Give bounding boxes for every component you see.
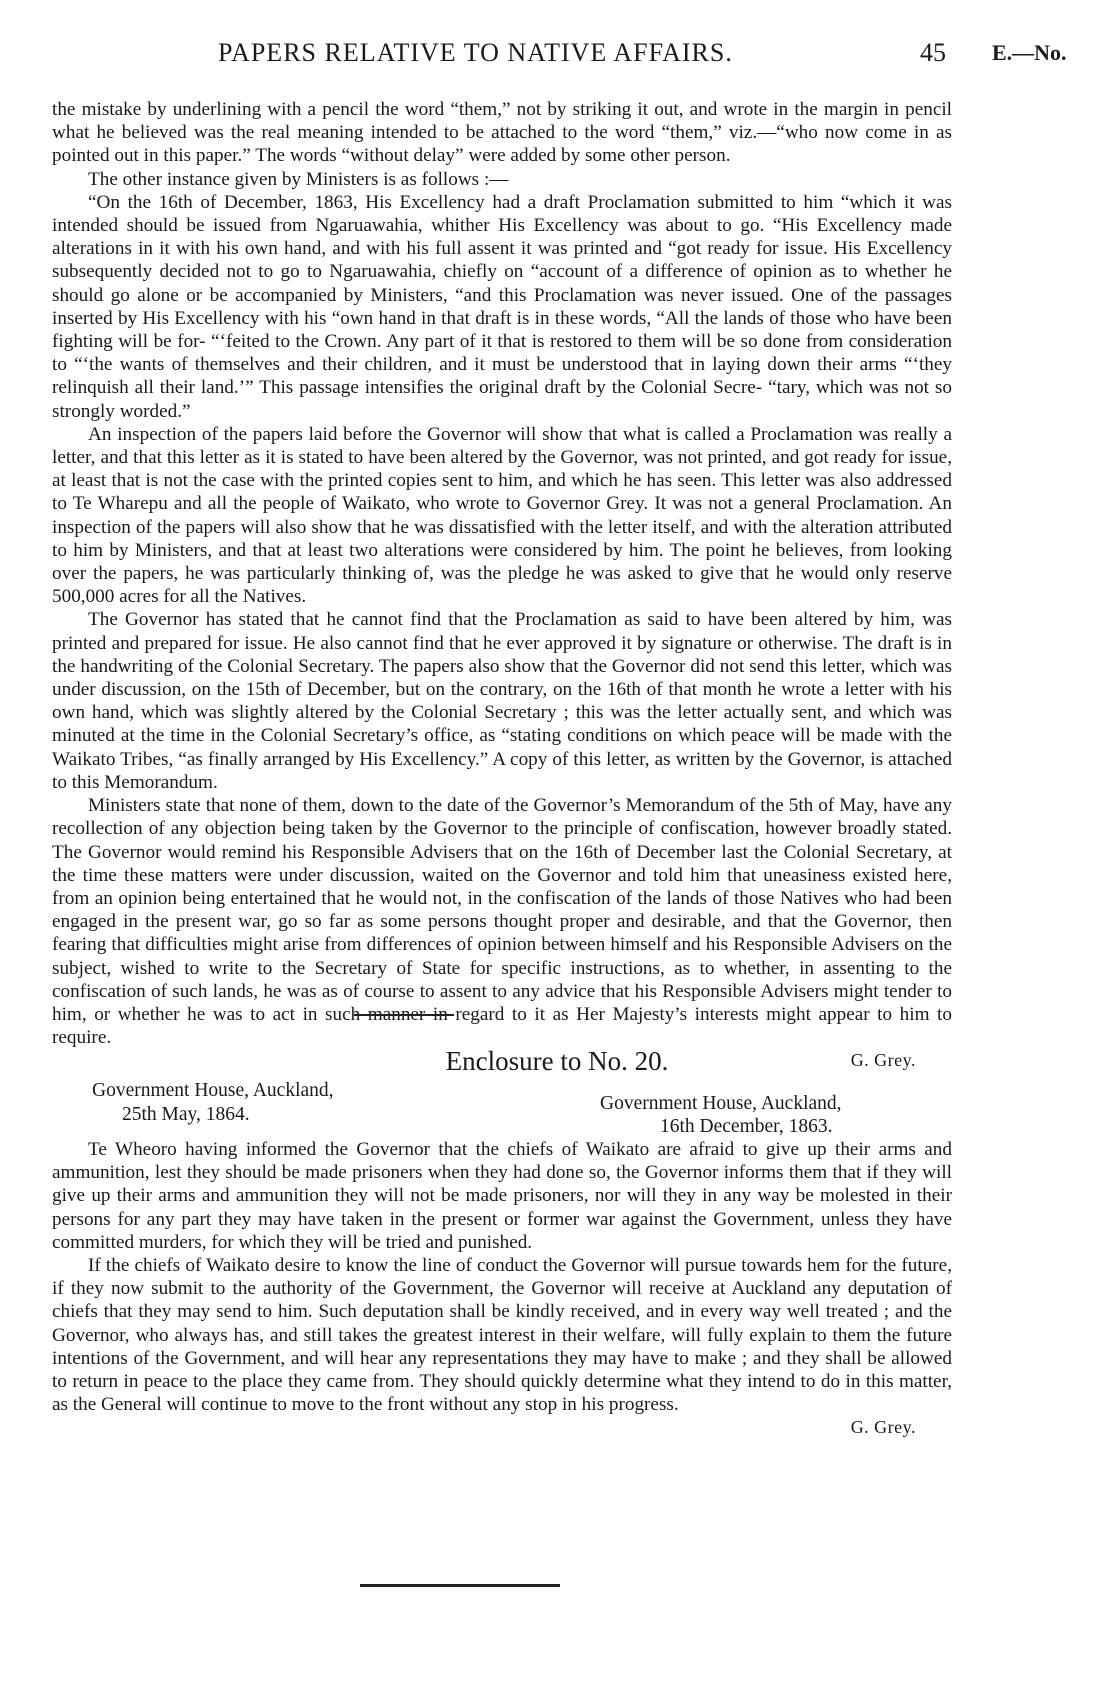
memorandum-body	[52, 98, 952, 1127]
paragraph: the mistake by underlining with a pencil the word “them,” not by striking it out, and wrote in the margin in pencil what he believed was the real meaning intended to be attached to the word “them,” viz.—“who now come in as pointed out in this paper.” The words “without delay” were added by some other person.	[52, 99, 952, 167]
memo-place: Government House, Auckland,	[92, 1079, 334, 1101]
memo-date: 25th May, 1864.	[122, 1103, 250, 1125]
enclosure-date: 16th December, 1863.	[660, 1116, 833, 1137]
paragraph: An inspection of the papers laid before the Governor will show that what is called a Proclamation was really a letter, and that this letter as it is stated to have been altered by the Governor, was not printed, and got ready for issue, at least that is not the case with the printed copies sent to him, and which he has seen. This letter was also addressed to Te Wharepu and all the people of Waikato, who wrote to Governor Grey. It was not a general Proclamation. An inspection of the papers will also show that he was dissatisfied with the letter itself, and with the alteration attributed to him by Ministers, and that at least two alterations were considered by him. The point he believes, from looking over the papers, he was particularly thinking of, was the pledge he was asked to give that he would only reserve 500,000 acres for all the Natives.	[52, 423, 952, 608]
signature: G. Grey.	[850, 1050, 916, 1071]
enclosure-place: Government House, Auckland,	[600, 1093, 842, 1114]
enclosure-paragraph: If the chiefs of Waikato desire to know the line of conduct the Governor will pursue towards hem for the future, if they now submit to the authority of the Government, the Governor will receive at Auckland any deputation of chiefs that they may send to him. Such deputation shall be kindly received, and in every way well treated ; and the Governor, who always has, and still takes the greatest interest in their welfare, will fully explain to them the future intentions of the Government, and will hear any representations they may have to make ; and they shall be allowed to return in peace to the place they came from. They should quickly determine what they intend to do in this matter, as the General will continue to move to the front without any stop in his progress.	[52, 1255, 952, 1416]
enclosure-signature: G. Grey.	[850, 1417, 916, 1438]
enclosure-place-date	[600, 1092, 900, 1138]
paragraph: Ministers state that none of them, down to the date of the Governor’s Memorandum of the 5th of May, have any recollection of any objection being taken by the Governor to the principle of confiscation, however broadly stated. The Governor would remind his Responsible Advisers that on the 16th of December last the Colonial Secretary, at the time these matters were under discussion, waited on the Governor and told him that uneasiness existed here, from an opinion being entertained that he would not, in the confiscation of the lands of those Natives who had been engaged in the present war, go so far as some persons thought proper and desirable, and that the Governor, then fearing that difficulties might arise from differences of opinion between himself and his Responsible Advisers on the subject, wished to write to the Secretary of State for specific instructions, as to whether, in assenting to the confiscation of such lands, he was as of course to assent to any advice that his Responsible Advisers might tender to him, or whether he was to act in such manner in regard to it as Her Majesty’s interests might appear to him to require.	[52, 795, 952, 1049]
quoted-passage: “On the 16th of December, 1863, His Excellency had a draft Proclamation submitted to him “which it was intended should be issued from Ngaruawahia, whither His Excellency was about to go. “His Excellency made alterations in it with his own hand, and with his full assent it was printed and “got ready for issue. His Excellency subsequently decided not to go to Ngaruawahia, chiefly on “account of a difference of opinion as to whether he should go alone or be accompanied by Ministers, “and this Proclamation was never issued. One of the passages inserted by His Excellency with his “own hand in that draft is in these words, “All the lands of those who have been fighting will be for- “‘feited to the Crown. Any part of it that is restored to them will be so done from consideration to “‘the wants of themselves and their children, and it must be understood that in laying down their arms “‘they relinquish all their land.’” This passage intensifies the original draft by the Colonial Secre- “tary, which was not so strongly worded.”	[52, 191, 952, 422]
end-divider	[360, 1584, 560, 1587]
running-head: PAPERS RELATIVE TO NATIVE AFFAIRS.	[218, 38, 733, 67]
enclosure-paragraph: Te Wheoro having informed the Governor that the chiefs of Waikato are afraid to give up their arms and ammunition, lest they should be made prisoners when they had done so, the Governor informs them that if they will give up their arms and ammunition they will not be made prisoners, nor will they in any way be molested in their persons for any part they may have taken in the present or former war against the Government, unless they have committed murders, for which they will be tried and punished.	[52, 1139, 952, 1253]
enclosure-body	[52, 1138, 952, 1440]
section-divider	[354, 1014, 454, 1016]
paragraph: The Governor has stated that he cannot find that the Proclamation as said to have been altered by him, was printed and prepared for issue. He also cannot find that he ever approved it by signature or otherwise. The draft is in the handwriting of the Colonial Secretary. The papers also show that the Governor did not send this letter, which was under discussion, on the 15th of December, but on the contrary, on the 16th of that month he wrote a letter with his own hand, which was slightly altered by the Colonial Secretary ; this was the letter actually sent, and which was minuted at the time in the Colonial Secretary’s office, as “stating conditions on which peace will be made with the Waikato Tribes, “as finally arranged by His Excellency.” A copy of this letter, as written by the Governor, is attached to this Memorandum.	[52, 609, 952, 793]
paper-code: E.—No.	[992, 40, 1067, 65]
paragraph: The other instance given by Ministers is as follows :—	[88, 168, 509, 190]
page-number: 45	[920, 38, 946, 67]
enclosure-title: Enclosure to No. 20.	[445, 1046, 669, 1076]
page-header	[48, 34, 1068, 74]
